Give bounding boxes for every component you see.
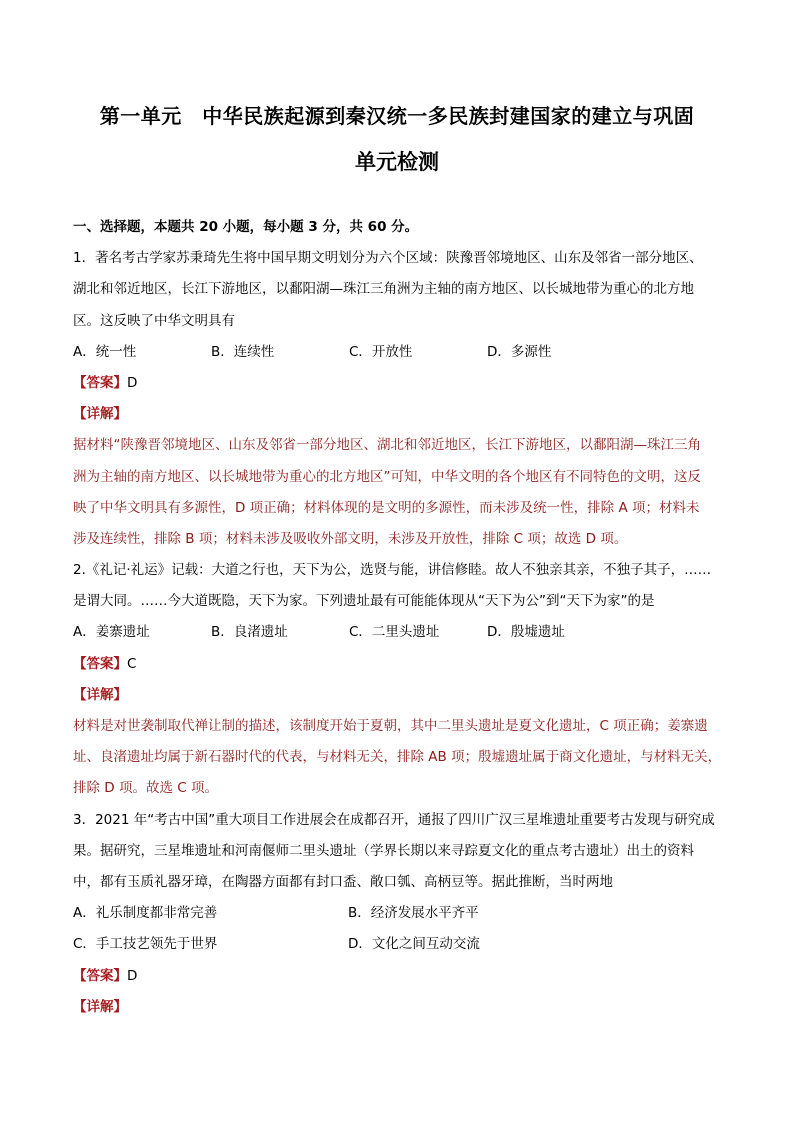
q1-explanation-line-4: 涉及连续性，排除 B 项；材料未涉及吸收外部文明，未涉及开放性，排除 C 项；故选 D 项。 (73, 530, 628, 547)
q1-option-b: B．连续性 (211, 343, 275, 360)
q1-stem-line-1: 1．著名考古学家苏秉琦先生将中国早期文明划分为六个区域：陕豫晋邻境地区、山东及邻省一部分地区、 (73, 250, 703, 267)
q2-options (73, 617, 723, 648)
unit-subtitle: 单元检测 (355, 149, 439, 174)
q1-options (73, 337, 723, 368)
q3-answer (73, 961, 723, 992)
q3-option-a: A．礼乐制度都非常完善 (73, 905, 218, 922)
q3-options-row-1 (73, 898, 723, 929)
q3-options-row-2 (73, 929, 723, 960)
q3-detail-label: 【详解】 (73, 998, 127, 1015)
q2-detail-label: 【详解】 (73, 686, 127, 703)
q1-explanation-line-2: 洲为主轴的南方地区、以长城地带为重心的北方地区”可知，中华文明的各个地区有不同特色的文明，这反 (73, 468, 701, 485)
q3-option-b: B．经济发展水平齐平 (348, 905, 479, 922)
q1-answer-label: 【答案】 (73, 374, 127, 391)
q2-option-a: A．姜寨遗址 (73, 624, 150, 641)
q1-explanation-line-1: 据材料“陕豫晋邻境地区、山东及邻省一部分地区、湖北和邻近地区，长江下游地区，以鄱阳湖—珠江三角 (73, 437, 701, 454)
q2-stem-line-1: 2.《礼记·礼运》记载：大道之行也，天下为公，选贤与能，讲信修睦。故人不独亲其亲，不独子其子，…… (73, 562, 712, 579)
q3-option-d: D．文化之间互动交流 (348, 936, 480, 953)
q3-answer-label: 【答案】 (73, 967, 127, 984)
q3-stem-line-1: 3．2021 年“考古中国”重大项目工作进展会在成都召开，通报了四川广汉三星堆遗址重要考古发现与研究成 (73, 811, 715, 828)
q2-answer-label: 【答案】 (73, 655, 127, 672)
q1-option-c: C．开放性 (349, 343, 413, 360)
q3-answer-value: D (127, 967, 138, 984)
q2-stem-line-2: 是谓大同。……今大道既隐，天下为家。下列遗址最有可能能体现从“天下为公”到“天下为家”的是 (73, 593, 655, 610)
q2-answer (73, 649, 723, 680)
q1-answer (73, 368, 723, 399)
q1-stem-line-2: 湖北和邻近地区，长江下游地区，以鄱阳湖—珠江三角洲为主轴的南方地区、以长城地带为重心的北方地 (73, 281, 694, 298)
q1-explanation-line-3: 映了中华文明具有多源性，D 项正确；材料体现的是文明的多源性，而未涉及统一性，排除 A 项；材料未 (73, 499, 700, 516)
q3-option-c: C．手工技艺领先于世界 (73, 936, 218, 953)
q2-option-d: D．殷墟遗址 (487, 624, 565, 641)
q2-explanation-line-1: 材料是对世袭制取代禅让制的描述，该制度开始于夏朝，其中二里头遗址是夏文化遗址，C 项正确；姜寨遗 (73, 718, 708, 734)
q1-stem-line-3: 区。这反映了中华文明具有 (73, 312, 235, 329)
q2-explanation-line-2: 址、良渚遗址均属于新石器时代的代表，与材料无关，排除 AB 项；殷墟遗址属于商文化遗址，与材料无关， (73, 749, 722, 766)
q1-answer-value: D (127, 374, 138, 391)
q2-answer-value: C (127, 655, 137, 672)
q2-option-b: B．良渚遗址 (211, 624, 288, 641)
q2-explanation-line-3: 排除 D 项。故选 C 项。 (73, 780, 218, 797)
unit-title: 第一单元 中华民族起源到秦汉统一多民族封建国家的建立与巩固 (99, 104, 695, 128)
section-heading: 一、选择题，本题共 20 小题，每小题 3 分，共 60 分。 (73, 219, 419, 235)
q1-option-a: A．统一性 (73, 343, 137, 360)
q3-stem-line-3: 中，都有玉质礼器牙璋，在陶器方面都有封口盉、敞口瓠、高柄豆等。据此推断，当时两地 (73, 873, 613, 890)
q1-option-d: D．多源性 (487, 343, 552, 360)
q1-detail-label: 【详解】 (73, 406, 127, 423)
q3-stem-line-2: 果。据研究，三星堆遗址和河南偃师二里头遗址（学界长期以来寻踪夏文化的重点考古遗址）出土的资料 (73, 842, 694, 859)
question-content (73, 212, 723, 1023)
q2-option-c: C．二里头遗址 (349, 624, 440, 641)
